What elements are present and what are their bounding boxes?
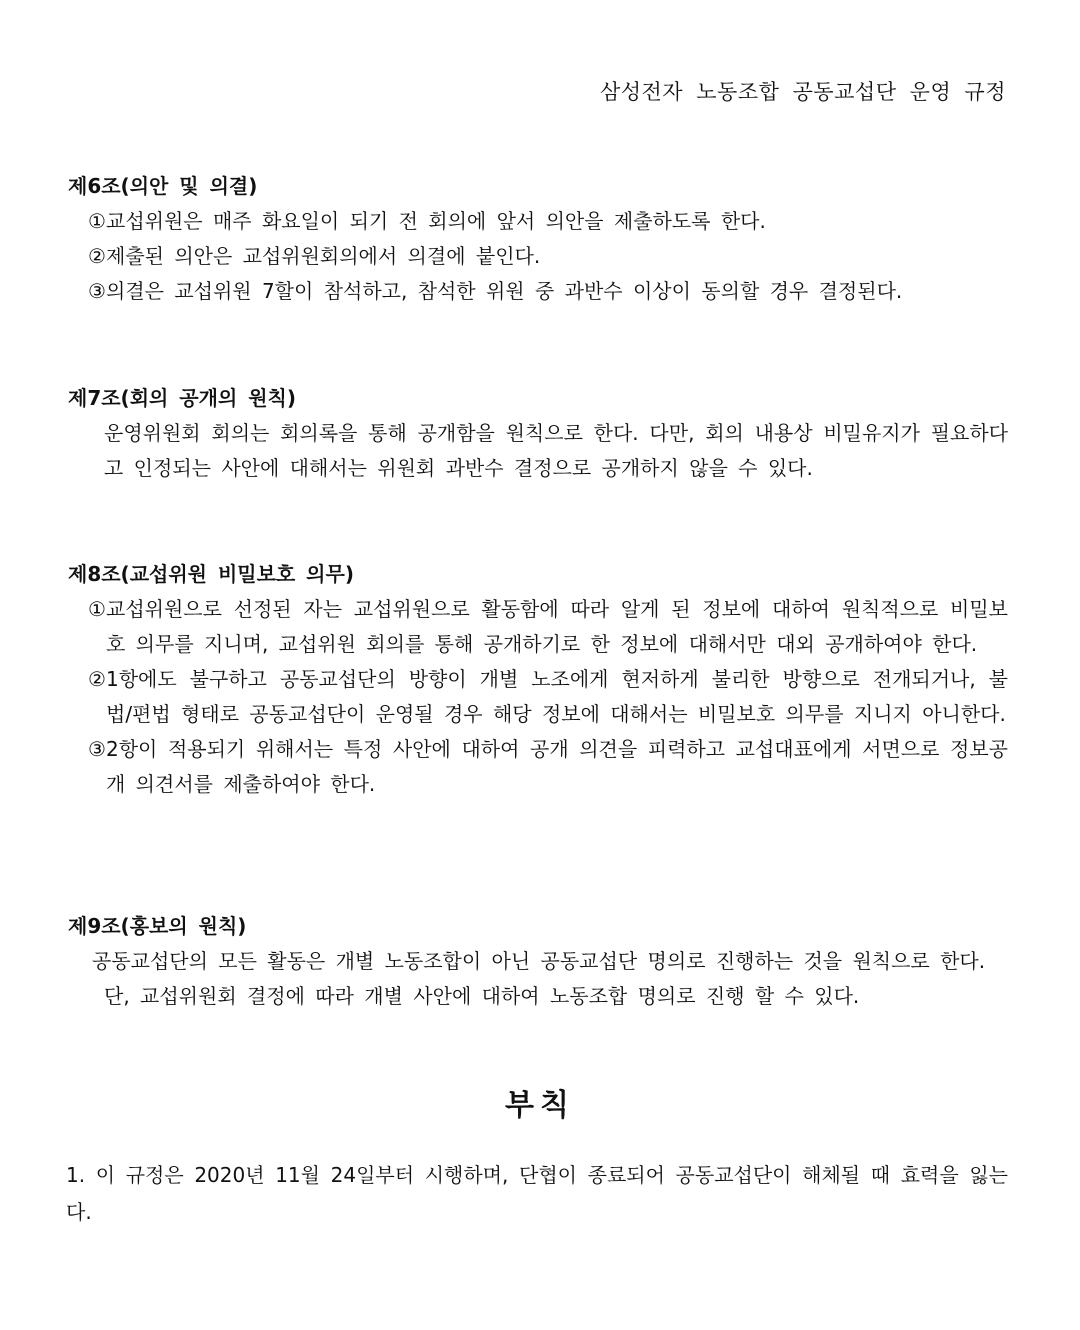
clause-number: ① bbox=[88, 597, 106, 621]
clause-body bbox=[68, 979, 1008, 1014]
article-6 bbox=[68, 168, 1008, 309]
clause-body bbox=[68, 416, 1008, 486]
article-9 bbox=[68, 908, 1008, 1014]
clause-number: ② bbox=[88, 667, 106, 691]
clause-text: 의결은 교섭위원 7할이 참석하고, 참석한 위원 중 과반수 이상이 동의할 경우 결정된다. bbox=[106, 279, 903, 303]
clause-text: 공동교섭단의 모든 활동은 개별 노동조합이 아닌 공동교섭단 명의로 진행하는 것을 원칙으로 한다. bbox=[92, 949, 986, 973]
clause-text: 단, 교섭위원회 결정에 따라 개별 사안에 대하여 노동조합 명의로 진행 할 수 있다. bbox=[104, 984, 860, 1008]
clause-1 bbox=[68, 204, 1008, 239]
document-header-title: 삼성전자 노동조합 공동교섭단 운영 규정 bbox=[599, 80, 1006, 104]
article-title: 제9조(홍보의 원칙) bbox=[68, 914, 247, 938]
clause-text: 교섭위원은 매주 화요일이 되기 전 회의에 앞서 의안을 제출하도록 한다. bbox=[106, 209, 766, 233]
clause-body bbox=[68, 944, 1008, 979]
article-title: 제7조(회의 공개의 원칙) bbox=[68, 386, 297, 410]
clause-2 bbox=[68, 239, 1008, 274]
article-8 bbox=[68, 556, 1008, 802]
clause-text: 2항이 적용되기 위해서는 특정 사안에 대하여 공개 의견을 피력하고 교섭대표에게 서면으로 정보공개 의견서를 제출하여야 한다. bbox=[106, 737, 1008, 796]
clause-number: ② bbox=[88, 244, 106, 268]
article-title: 제6조(의안 및 의결) bbox=[68, 174, 258, 198]
clause-text: 1항에도 불구하고 공동교섭단의 방향이 개별 노조에게 현저하게 불리한 방향으로 전개되거나, 불법/편법 형태로 공동교섭단이 운영될 경우 해당 정보에 대해서는 비밀보호 의무를 지니지 아니한다. bbox=[106, 667, 1008, 726]
article-title: 제8조(교섭위원 비밀보호 의무) bbox=[68, 562, 354, 586]
appendix-text: 1. 이 규정은 2020년 11월 24일부터 시행하며, 단협이 종료되어 공동교섭단이 해체될 때 효력을 잃는다. bbox=[66, 1163, 1008, 1224]
clause-3 bbox=[68, 274, 1008, 309]
clause-number: ③ bbox=[88, 737, 106, 761]
article-7 bbox=[68, 380, 1008, 486]
appendix-title: 부칙 bbox=[505, 1088, 575, 1123]
clause-text: 교섭위원으로 선정된 자는 교섭위원으로 활동함에 따라 알게 된 정보에 대하여 원칙적으로 비밀보호 의무를 지니며, 교섭위원 회의를 통해 공개하기로 한 정보에 대해서만 대외 공개하여야 한다. bbox=[106, 597, 1008, 656]
clause-text: 제출된 의안은 교섭위원회의에서 의결에 붙인다. bbox=[106, 244, 541, 268]
clause-number: ③ bbox=[88, 279, 106, 303]
clause-3 bbox=[68, 732, 1008, 802]
clause-number: ① bbox=[88, 209, 106, 233]
clause-text: 운영위원회 회의는 회의록을 통해 공개함을 원칙으로 한다. 다만, 회의 내용상 비밀유지가 필요하다고 인정되는 사안에 대해서는 위원회 과반수 결정으로 공개하지 않을 수 있다. bbox=[104, 421, 1008, 480]
clause-1 bbox=[68, 592, 1008, 662]
clause-2 bbox=[68, 662, 1008, 732]
